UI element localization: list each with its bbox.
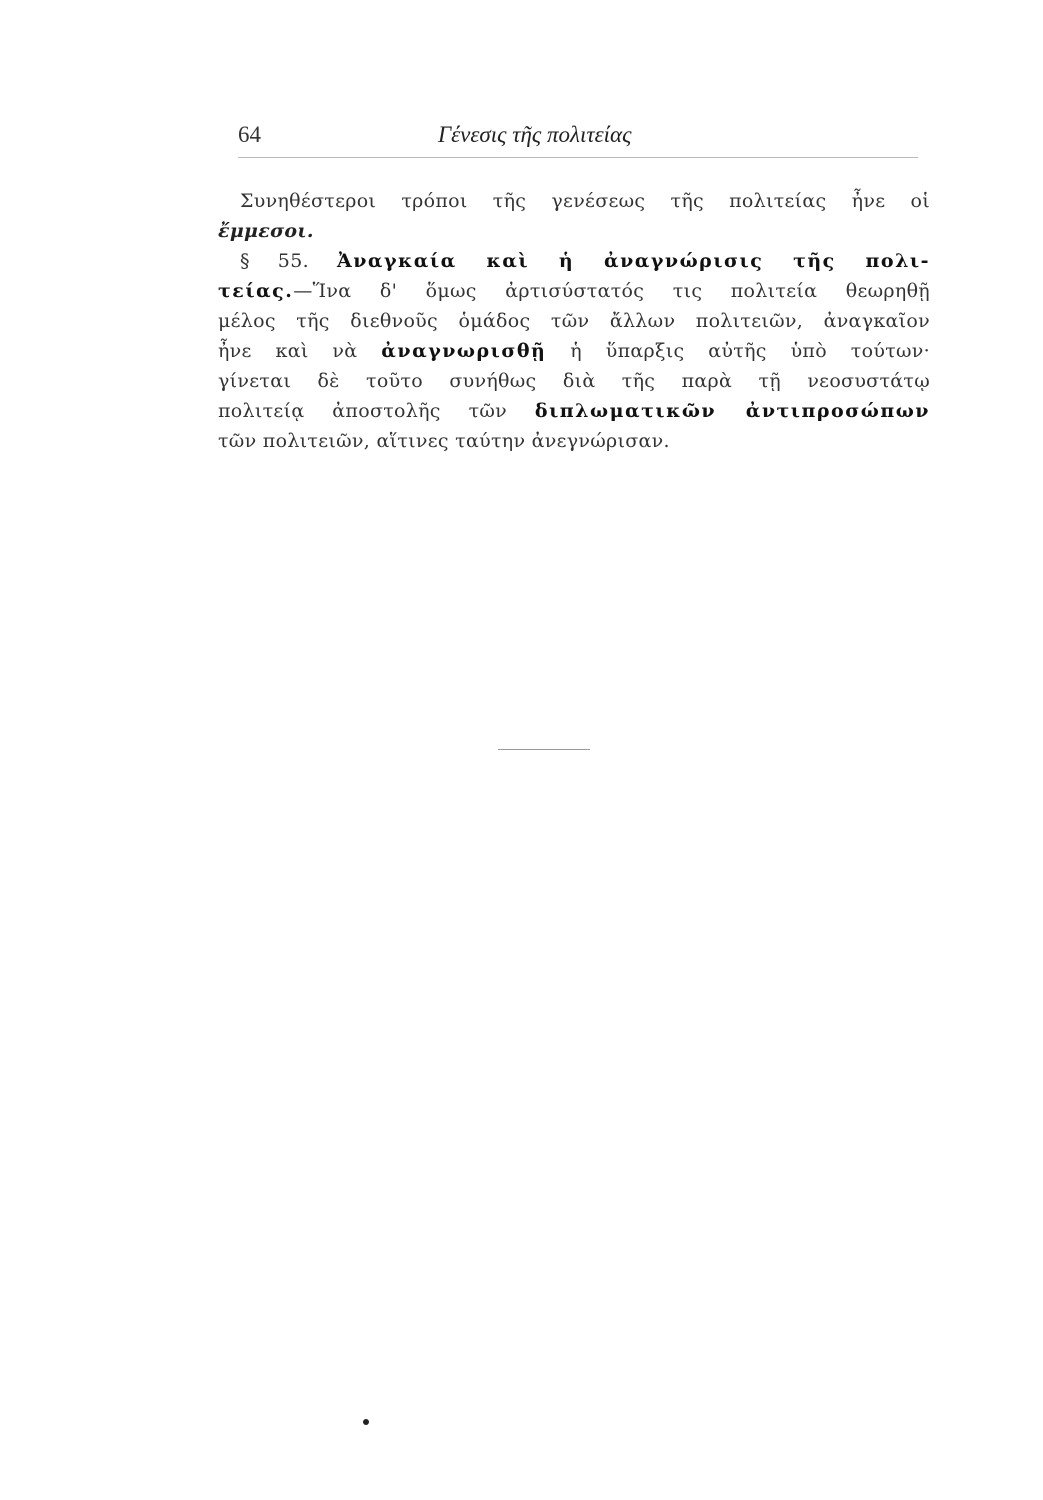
paragraph-line bbox=[218, 396, 930, 426]
page-number: 64 bbox=[238, 122, 261, 147]
paragraph-line bbox=[218, 216, 930, 246]
bold-term: διπλωματικῶν ἀντιπροσώπων bbox=[534, 400, 930, 422]
bold-term: ἀναγνωρισθῇ bbox=[381, 340, 547, 362]
paragraph-line bbox=[218, 336, 930, 366]
paragraph-line: γίνεται δὲ τοῦτο συνήθως διὰ τῆς παρὰ τῇ νεοσυστάτῳ bbox=[218, 370, 930, 392]
section-mark: § 55. bbox=[240, 250, 309, 272]
paragraph-line: τῶν πολιτειῶν, αἵτινες ταύτην ἀνεγνώρισαν. bbox=[218, 430, 670, 452]
section-heading-line bbox=[218, 246, 930, 276]
header-rule bbox=[238, 157, 918, 158]
section-heading-end: τείας. bbox=[218, 280, 294, 302]
paragraph-line bbox=[218, 276, 930, 306]
paragraph-text: ἡ ὕπαρξις αὐτῆς ὑπὸ τούτων· bbox=[570, 340, 930, 362]
paragraph-line: μέλος τῆς διεθνοῦς ὁμάδος τῶν ἄλλων πολιτειῶν, ἀναγκαῖον bbox=[218, 310, 930, 332]
paragraph-text: —Ἵνα δ' ὅμως ἀρτισύστατός τις πολιτεία θεωρηθῇ bbox=[293, 280, 930, 302]
ink-dot bbox=[363, 1419, 369, 1425]
italic-term: ἔμμεσοι. bbox=[218, 220, 314, 242]
paragraph-text: ἦνε καὶ νὰ bbox=[218, 340, 358, 362]
page-header bbox=[238, 122, 918, 156]
end-rule bbox=[498, 749, 590, 750]
running-title: Γένεσις τῆς πολιτείας bbox=[438, 122, 632, 147]
paragraph-text: πολιτείᾳ ἀποστολῆς τῶν bbox=[218, 400, 508, 422]
paragraph-line: Συνηθέστεροι τρόποι τῆς γενέσεως τῆς πολιτείας ἦνε οἱ bbox=[240, 190, 930, 212]
body-text bbox=[218, 186, 930, 456]
section-heading: Ἀναγκαία καὶ ἡ ἀναγνώρισις τῆς πολι- bbox=[336, 250, 931, 272]
